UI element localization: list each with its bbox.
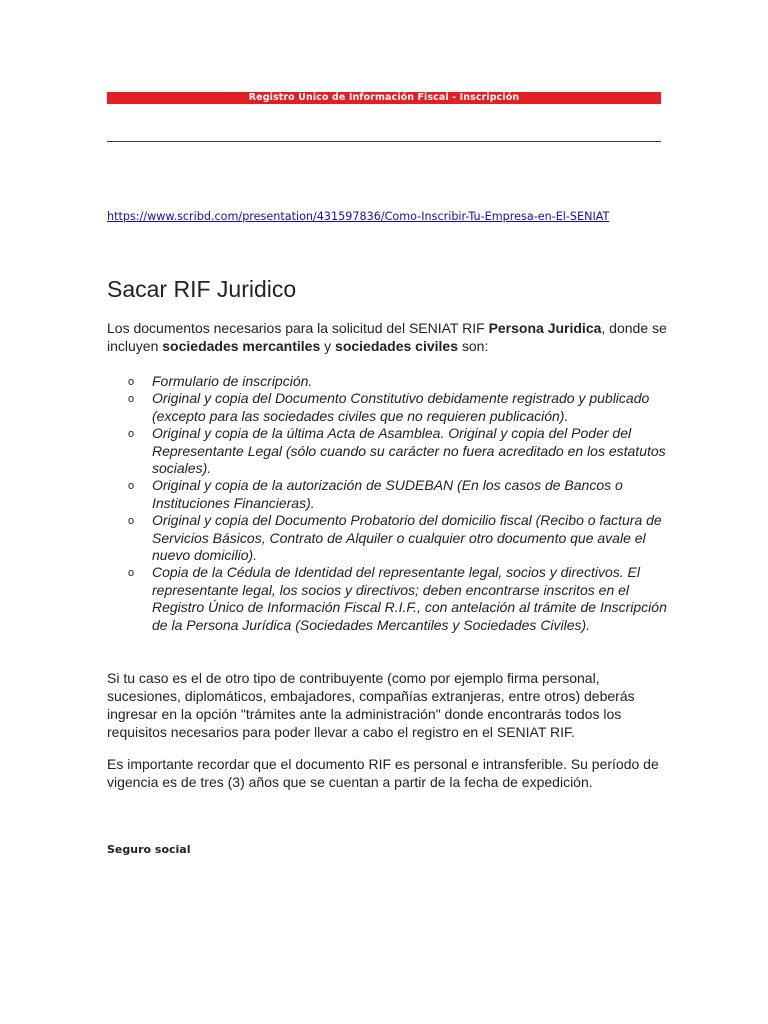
bullet-marker: o <box>128 393 135 406</box>
list-item-text: Original y copia de la última Acta de Asamblea. Original y copia del Poder del Representante Legal (sólo cuando su carácter no fuera acreditado en los estatutos sociales). <box>152 425 666 477</box>
intro-text-4: son: <box>458 338 489 354</box>
intro-paragraph <box>107 319 667 355</box>
intro-bold-sociedades-mercantiles: sociedades mercantiles <box>162 338 321 354</box>
rif-validity-paragraph: Es importante recordar que el documento RIF es personal e intransferible. Su período de vigencia es de tres (3) años que se cuentan a partir de la fecha de expedición. <box>107 756 659 790</box>
intro-text-2: , donde se incluyen <box>107 320 667 354</box>
intro-text-1: Los documentos necesarios para la solicitud del SENIAT RIF <box>107 320 489 336</box>
list-item <box>107 512 667 564</box>
list-item <box>107 373 667 390</box>
page-title: Sacar RIF Juridico <box>107 276 297 302</box>
list-item <box>107 390 667 425</box>
bullet-marker: o <box>128 567 135 580</box>
bullet-marker: o <box>128 376 135 388</box>
intro-bold-persona-juridica: Persona Juridica <box>488 320 602 336</box>
list-item-text: Original y copia de la autorización de SUDEBAN (En los casos de Bancos o Instituciones Financieras). <box>152 477 623 511</box>
list-item-text: Formulario de inscripción. <box>152 373 313 389</box>
list-item <box>107 477 667 512</box>
bullet-marker: o <box>128 428 135 441</box>
bullet-marker: o <box>128 515 135 528</box>
section-banner: Registro Único de Información Fiscal - Inscripción <box>107 92 661 104</box>
list-item-text: Copia de la Cédula de Identidad del representante legal, socios y directivos. El representante legal, los socios y directivos; deben encontrarse inscritos en el Registro Único de Información Fiscal R.I.F., con antelación al trámite de Inscripción de la Persona Jurídica (Sociedades Mercantiles y Sociedades Civiles). <box>152 564 667 633</box>
list-item <box>107 425 667 477</box>
scribd-link[interactable]: https://www.scribd.com/presentation/431597836/Como-Inscribir-Tu-Empresa-en-El-SENIAT <box>107 210 610 223</box>
horizontal-rule <box>107 141 661 142</box>
bullet-marker: o <box>128 480 135 493</box>
list-item-text: Original y copia del Documento Probatorio del domicilio fiscal (Recibo o factura de Servicios Básicos, Contrato de Alquiler o cualquier otro documento que avale el nuevo domicilio). <box>152 512 662 564</box>
section-subheading: Seguro social <box>107 843 191 856</box>
requirements-list <box>107 373 667 634</box>
other-taxpayer-paragraph: Si tu caso es el de otro tipo de contribuyente (como por ejemplo firma personal, sucesiones, diplomáticos, embajadores, compañías extranjeras, entre otros) deberás ingresar en la opción "trámites ante la administración" donde encontrarás todos los requisitos necesarios para poder llevar a cabo el registro en el SENIAT RIF. <box>107 670 635 740</box>
intro-text-3: y <box>320 338 336 354</box>
list-item-text: Original y copia del Documento Constitutivo debidamente registrado y publicado (excepto para las sociedades civiles que no requieren publicación). <box>152 390 650 424</box>
list-item <box>107 564 667 634</box>
intro-bold-sociedades-civiles: sociedades civiles <box>335 338 458 354</box>
